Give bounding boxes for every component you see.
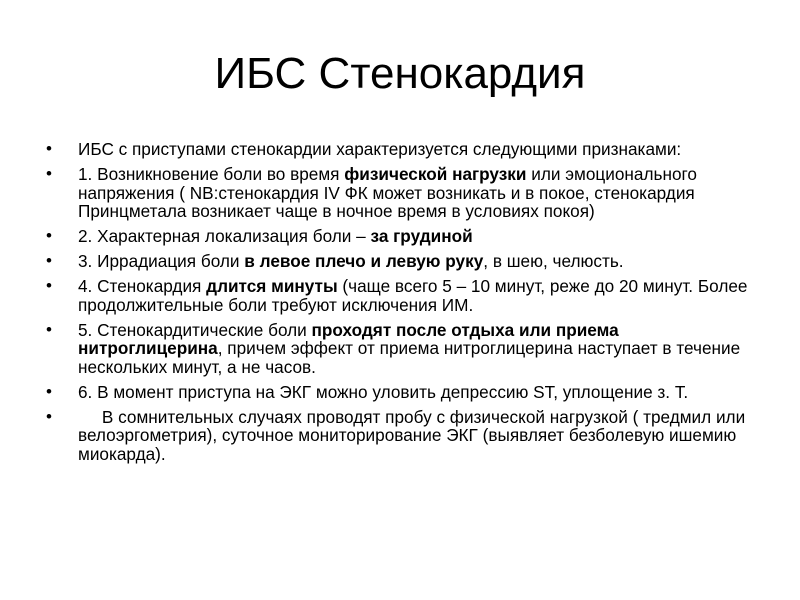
item-text-bold: за грудиной [370, 226, 473, 246]
slide-title: ИБС Стенокардия [214, 49, 586, 98]
item-text: 3. Иррадиация боли [78, 251, 245, 271]
bullet-icon: • [46, 406, 52, 426]
item-text: (чаще всего 5 – 10 минут, реже до 20 минут. Более продолжительные боли требуют исключения ИМ. [78, 276, 748, 315]
bullet-icon: • [46, 251, 52, 270]
item-text-bold: физической нагрузки [344, 164, 527, 184]
item-text: , в шею, челюсть. [483, 251, 624, 271]
list-item [46, 277, 756, 314]
bullet-icon: • [46, 164, 52, 183]
list-item [46, 165, 756, 221]
item-text-bold: проходят после отдыха или приема нитроглицерина [78, 319, 619, 358]
list-item [46, 227, 756, 246]
item-text: , причем эффект от приема нитроглицерина наступает в течение нескольких минут, а не часов. [78, 338, 741, 377]
item-text: В сомнительных случаях проводят пробу с физической нагрузкой ( тредмил или велоэргометрия), суточное мониторирование ЭКГ (выявляет безболевую ишемию миокарда). [78, 406, 750, 464]
bullet-icon: • [46, 226, 52, 245]
bullet-list [46, 140, 756, 470]
item-text: или эмоционального напряжения ( NB:стенокардия IV ФК может возникать и в покое, стенокардия Принцметала возникает чаще в ночное время в условиях покоя) [78, 164, 697, 221]
bullet-icon: • [46, 139, 52, 158]
bullet-icon: • [46, 319, 52, 339]
list-item [46, 252, 756, 271]
item-text: 4. Стенокардия [78, 276, 207, 296]
item-text: 1. Возникновение боли во время [78, 164, 345, 184]
list-item [46, 383, 756, 402]
item-text: ИБС с приступами стенокардии характеризуется следующими признаками: [78, 139, 682, 159]
item-text-bold: в левое плечо и левую руку [244, 251, 484, 271]
list-item [46, 140, 756, 159]
item-text: 5. Стенокардитические боли [78, 319, 312, 340]
bullet-icon: • [46, 381, 52, 401]
item-text: 6. В момент приступа на ЭКГ можно уловить депрессию ST, уплощение з. Т. [78, 381, 689, 402]
list-item [46, 321, 756, 377]
list-item [46, 408, 756, 464]
bullet-icon: • [46, 276, 52, 295]
item-text: 2. Характерная локализация боли – [78, 226, 371, 246]
item-text-bold: длится минуты [206, 276, 338, 296]
